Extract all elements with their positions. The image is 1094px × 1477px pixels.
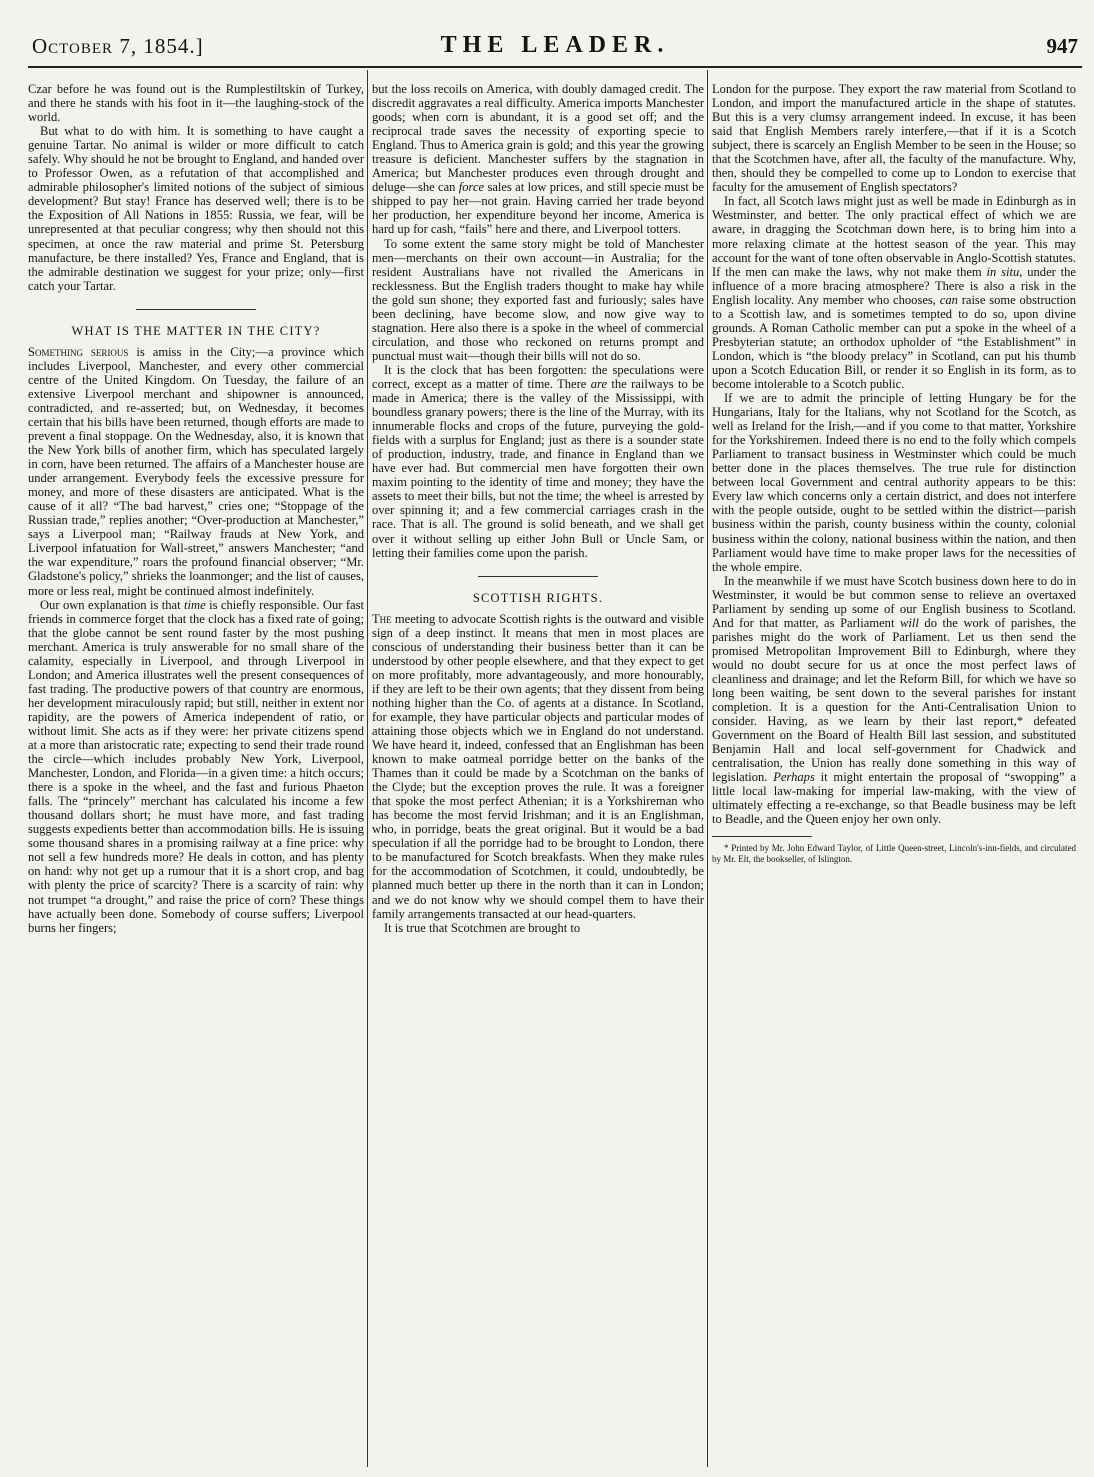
page-header [28, 34, 1082, 64]
column-1 [28, 82, 364, 1465]
page-number: 947 [1046, 34, 1078, 58]
paragraph-text: do the work of parishes, the parishes might do the work of Parliament. Let us then send the promised Metropolitan Improvement Bill to Edinburgh, where they would no doubt secure for us at once the most perfect laws of cleanliness and drainage; and let the Reform Bill, for which we have so long been waiting, be sent down to the several parishes for instant completion. It is a question for the Anti-Centralisation Union to consider. Having, as we learn by their last report,* defeated Government on the Board of Health Bill last session, and substituted Benjamin Hall and local self-government for Chadwick and centralisation, the Union has really done something in this way of legislation. [712, 615, 1076, 785]
paragraph: London for the purpose. They export the raw material from Scotland to London, and import the manufactured article in the shape of statutes. But this is a very clumsy arrangement indeed. In excuse, it has been said that English Members rarely interfere,—that if it is a Scotch subject, there is scarcely an English Member to be seen in the House; so that the Scotchmen have, after all, the faculty of the manufacture. Why, then, should they be compelled to come up to London to exercise that faculty for the amusement of English spectators? [712, 82, 1076, 195]
paragraph: Czar before he was found out is the Rumplestiltskin of Turkey, and there he stands with his foot in it—the laughing-stock of the world. [28, 82, 364, 125]
emphasis: time [184, 597, 206, 612]
paragraph [372, 363, 704, 560]
paragraph: To some extent the same story might be told of Manchester men—merchants on their own account—in Australia; for the resident Australians have not rivalled the Americans in recklessness. But the English traders thought to make hay while the gold sun shone; they exported fast and furiously; sales have been declining, have become slow, and now give way to stagnation. Here also there is a spoke in the wheel of commercial circulation, and those who reckoned on returns prompt and punctual must wait—though their bills will not do so. [372, 236, 704, 363]
paragraph: If we are to admit the principle of letting Hungary be for the Hungarians, Italy for the Italians, why not Scotland for the Scotch, as well as Ireland for the Irish,—and if you come to that matter, Yorkshire for the Yorkshiremen. Indeed there is no end to the folly which compels Parliament to transact business in Westminster which could be much better done in the places themselves. The true rule for distinction between local Government and central authority appears to be this: Every law which concerns only a certain district, and does not interfere with the people outside, ought to be settled within the district—parish business within the parish, county business within the county, colonial business within the colony, national business within the nation, and then Parliament would have time to make proper laws for the necessities of the whole empire. [712, 391, 1076, 574]
article-heading: WHAT IS THE MATTER IN THE CITY? [71, 323, 321, 338]
column-2 [372, 82, 704, 1465]
paragraph-text: In the meanwhile if we must have Scotch business down here to do in Westminster, it would be but common sense to relieve an overtaxed Parliament by sending up some of our English business to Scotland. And for that matter, as Parliament [712, 573, 1076, 630]
emphasis: in situ [986, 264, 1020, 279]
column-divider [707, 70, 708, 1467]
paragraph-text: It is the clock that has been forgotten: the speculations were correct, except as a matter of time. There [372, 362, 704, 391]
paragraph-text: is chiefly responsible. Our fast friends in commerce forget that the clock has a fixed rate of going; that the globe cannot be sent round faster by the most pushing merchant. America is truly answerable for no small share of the calamity, especially in Liverpool, and through Liverpool in London; and America illustrates well the present consequences of fast trading. The productive powers of that country are enormous, her development miraculously rapid; but still, neither in extent nor rapidity, are the powers of America independent of ratio, or without limit. She acts as if they were: her private citizens spend at a more than aristocratic rate; expecting to send their trade round the circle—which includes probably New York, Liverpool, Manchester, London, and Florida—in a given time: a hitch occurs; there is a spoke in the wheel, and the fast and furious Phaeton falls. The “princely” merchant has calculated his income a few thousand dollars short; he must have more, and fast trading suggests expedients better than accommodation bills. He is issuing some thousand shares in a promising railway at a fine price: why not sell a few hundreds more? He deals in cotton, and has plenty on hand: why not get up a rumour that it is a short crop, and bag with plenty the price of scarcity? There is a scarcity of rain: why not trumpet “a drought,” and raise the price of corn? These things have actually been done. Somebody of course suffers; Liverpool burns her fingers; [28, 597, 364, 935]
footnote: * Printed by Mr. John Edward Taylor, of Little Queen-street, Lincoln's-inn-fields, and circulated by Mr. Elt, the bookseller, of Islington. [712, 843, 1076, 865]
column-divider [367, 70, 368, 1467]
column-3 [712, 82, 1076, 1465]
emphasis: are [590, 376, 608, 391]
paragraph [712, 574, 1076, 827]
paragraph: But what to do with him. It is something to have caught a genuine Tartar. No animal is wilder or more difficult to catch safely. Why should he not be brought to England, and handed over to Professor Owen, as a refutation of that accomplished and admirable philosopher's limited notions of the subject of simious development? But stay! France has deserved well; there is to be the Exposition of All Nations in 1855: Russia, we fear, will be unrepresented at that peculiar congress; why then should not this specimen, at once the raw material and prime St. Petersburg manufacture, be there installed? Yes, France and England, that is the admirable destination we suggest for your prize; only—first catch your Tartar. [28, 124, 364, 293]
header-date: October 7, 1854.] [32, 34, 204, 58]
emphasis: can [939, 292, 958, 307]
lead-words: The [372, 611, 392, 626]
lead-words: Something serious [28, 344, 129, 359]
paragraph-text: In fact, all Scotch laws might just as well be made in Edinburgh as in Westminster, and better. The only practical effect of which we are aware, in dragging the Scotchman down here, is to bring him into a more relaxing climate at the hottest season of the year. This may account for the want of tone often observable in Anglo-Scottish statutes. If the men can make the laws, why not make them [712, 194, 1076, 279]
paragraph-text: it might entertain the proposal of “swopping” a little local law-making for imperial law-making, with the view of ultimately effecting a re-exchange, so that Beadle business may be left to Beadle, and the Queen enjoy her own only. [712, 770, 1076, 827]
paragraph-text: meeting to advocate Scottish rights is the outward and visible sign of a deep instinct. It means that men in most places are conscious of understanding their business better than it can be understood by other people elsewhere, and that they expect to get on more profitably, more advantageously, and more honourably, if they are left to be their own agents; that they dissent from being nothing higher than the Co. of agents at a distance. In Scotland, for example, they have particular objects and particular modes of attaining those objects which we in England do not understand. We have heard it, indeed, confessed that an Englishman has been known to make oatmeal porridge better on the banks of the Thames than it could be made by a Scotchman on the banks of the Clyde; but the exception proves the rule. It was a foreigner that spoke the most perfect Athenian; it is a Yorkshireman who has become the most fervid Irishman; and it is an Englishman, who, in porridge, beats the great original. But it would be a bad speculation if all the porridge had to be brought to London, there to be manufactured for Scotch breakfasts. When they make rules for the accommodation of Scotchmen, it could, undoubtedly, be planned much better up there in the north than it can in London; and we do not know why we should compel them to have their family arrangements transacted at our head-quarters. [372, 611, 704, 921]
paragraph [28, 598, 364, 935]
paragraph-text: , under the influence of a more bracing atmosphere? There is also a risk in the English locality. Any member who chooses, [712, 264, 1076, 307]
paragraph [712, 194, 1076, 391]
emphasis: will [900, 615, 919, 630]
article-heading: SCOTTISH RIGHTS. [472, 590, 604, 605]
section-rule [136, 309, 256, 310]
paragraph [372, 82, 704, 237]
paragraph: It is true that Scotchmen are brought to [384, 920, 581, 935]
paragraph-text: is amiss in the City;—a province which includes Liverpool, Manchester, and every other commercial centre of the United Kingdom. On Tuesday, the failure of an extensive Liverpool merchant and shipowner is announced, contradicted, and re-asserted; but, on Wednesday, it becomes certain that his bills have been returned, though efforts are made to prevent a final stoppage. On the Wednesday, also, it is known that the New York bills of another firm, which has speculated largely in corn, have been returned. The affairs of a Manchester house are under arrangement. Everybody feels the excessive pressure for money, and more of these disasters are anticipated. What is the cause of it all? “The bad harvest,” cries one; “Stoppage of the Russian trade,” replies another; “Over-production at Manchester,” says a Liverpool man; “Railway frauds at New York, and Liverpool infatuation for Wall-street,” answers Manchester; “and the war expenditure,” roars the profound financial observer; “Mr. Gladstone's policy,” shrieks the loanmonger; and the list of causes, more or less real, might be continued almost indefinitely. [28, 344, 364, 598]
paragraph-text: but the loss recoils on America, with doubly damaged credit. The discredit aggravates a real difficulty. America imports Manchester goods; when corn is abundant, it is a good set off; and the reciprocal trade saves the necessity of exporting specie to England. Thus to America grain is gold; and this year the growing treasure is deficient. Manchester suffers by the stagnation in America; but Manchester produces even through drought and deluge—she can [372, 82, 704, 195]
paragraph [372, 612, 704, 921]
emphasis: Perhaps [773, 770, 815, 785]
paragraph-text: raise some obstruction to a Scottish law, and is sometimes tempted to do so, upon divine grounds. A Roman Catholic member can put a spoke in the wheel of a Presbyterian statute; an orthodox upholder of “the Establishment” in London, which is “the bloody prelacy” in Scotland, can put his thumb upon a Scotch Education Bill, or render it so English in its form, as to become intolerable to a Scotch public. [712, 292, 1076, 391]
paragraph-text: the railways to be made in America; there is the valley of the Mississippi, with boundless granary powers; there is the line of the Murray, with its innumerable flocks and crops of the future, purveying the gold-fields with a surplus for England; just as there is a sounder state of production, industry, trade, and finance in England than we have ever had. But commercial men have forgotten their own maxim pointing to the identity of time and money; they have the assets to meet their bills, but not the time; the wheel is arrested by over spinning it; and a few commercial carriages crash in the race. That is all. The ground is solid beneath, and we shall get over it without selling up either John Bull or Uncle Sam, or letting their families come upon the parish. [372, 376, 704, 560]
paragraph-text: sales at low prices, and still specie must be shipped to pay her—not grain. Having carried her trade beyond her production, her expenditure beyond her income, America is hard up for cash, “fails” here and there, and Liverpool totters. [372, 180, 704, 237]
header-rule [28, 66, 1082, 68]
paragraph-text: Our own explanation is that [40, 597, 185, 612]
masthead-title: THE LEADER. [440, 32, 670, 58]
emphasis: force [458, 180, 485, 195]
section-rule [478, 576, 598, 577]
paragraph [28, 345, 364, 598]
footnote-rule [712, 836, 812, 837]
